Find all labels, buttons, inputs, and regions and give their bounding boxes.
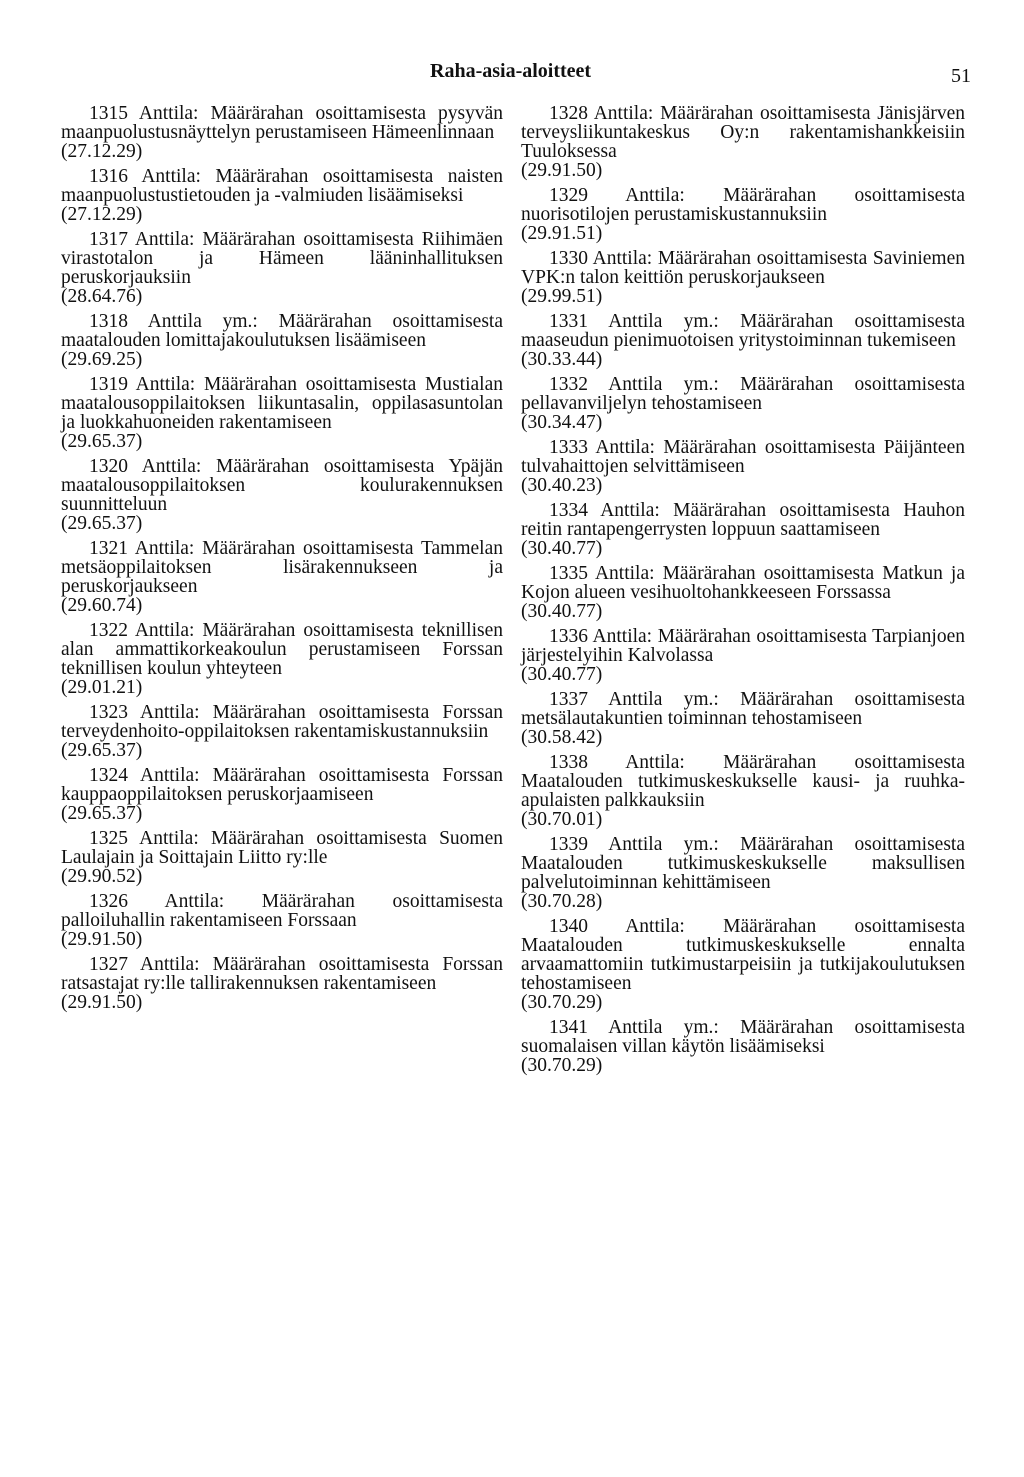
motion-code: (29.65.37)	[61, 740, 143, 761]
motion-entry	[61, 312, 503, 369]
motion-code: (29.91.51)	[521, 223, 603, 244]
motion-entry	[61, 829, 503, 886]
motion-text: 1335 Anttila: Määrärahan osoittamisesta Matkun ja Kojon alueen vesihuoltohankkeeseen Forssassa	[521, 563, 965, 603]
motion-code: (30.70.29)	[521, 1055, 603, 1076]
motion-code: (29.91.50)	[521, 160, 603, 181]
motion-text: 1330 Anttila: Määrärahan osoittamisesta Saviniemen VPK:n talon keittiön peruskorjaukseen	[521, 248, 965, 288]
page-title: Raha-asia-aloitteet	[430, 60, 592, 82]
motion-text: 1319 Anttila: Määrärahan osoittamisesta Mustialan maatalousoppilaitoksen liikuntasalin, oppilasasuntolan ja luokkahuoneiden rakentamiseen	[61, 374, 503, 433]
motion-entry	[521, 438, 965, 495]
motion-text: 1320 Anttila: Määrärahan osoittamisesta Ypäjän maatalousoppilaitoksen koulurakennuksen suunnitteluun	[61, 456, 503, 515]
motion-entry	[521, 312, 965, 369]
motion-text: 1341 Anttila ym.: Määrärahan osoittamisesta suomalaisen villan käytön lisäämiseksi	[521, 1017, 965, 1057]
motion-entry	[61, 703, 503, 760]
motion-entry	[61, 167, 503, 224]
motion-code: (30.34.47)	[521, 412, 603, 433]
motion-text: 1329 Anttila: Määrärahan osoittamisesta nuorisotilojen perustamiskustannuksiin	[521, 185, 965, 225]
motion-entry	[521, 249, 965, 306]
motion-entry	[521, 1018, 965, 1075]
motion-entry	[61, 892, 503, 949]
motion-code: (29.90.52)	[61, 866, 143, 887]
motion-entry	[61, 766, 503, 823]
motion-entry	[61, 955, 503, 1012]
motion-text: 1322 Anttila: Määrärahan osoittamisesta teknillisen alan ammattikorkeakoulun perustamiseen Forssan teknillisen koulun yhteyteen	[61, 620, 503, 679]
motion-text: 1334 Anttila: Määrärahan osoittamisesta Hauhon reitin rantapengerrysten loppuun saattamiseen	[521, 500, 965, 540]
motion-text: 1315 Anttila: Määrärahan osoittamisesta pysyvän maanpuolustusnäyttelyn perustamiseen Hämeenlinnaan	[61, 103, 503, 143]
page-number: 51	[951, 65, 971, 87]
motion-code: (29.60.74)	[61, 595, 143, 616]
motion-code: (28.64.76)	[61, 286, 143, 307]
motion-code: (30.40.77)	[521, 538, 603, 559]
motion-code: (30.40.77)	[521, 664, 603, 685]
motion-code: (30.58.42)	[521, 727, 603, 748]
motion-entry	[61, 104, 503, 161]
motion-text: 1321 Anttila: Määrärahan osoittamisesta Tammelan metsäoppilaitoksen lisärakennukseen ja peruskorjaukseen	[61, 538, 503, 597]
motion-code: (27.12.29)	[61, 204, 143, 225]
motion-text: 1331 Anttila ym.: Määrärahan osoittamisesta maaseudun pienimuotoisen yritystoiminnan tukemiseen	[521, 311, 965, 351]
motion-text: 1326 Anttila: Määrärahan osoittamisesta palloiluhallin rakentamiseen Forssaan	[61, 891, 503, 931]
motion-text: 1317 Anttila: Määrärahan osoittamisesta Riihimäen virastotalon ja Hämeen lääninhallituksen peruskorjauksiin	[61, 229, 503, 288]
motion-text: 1340 Anttila: Määrärahan osoittamisesta Maatalouden tutkimuskeskukselle ennalta arvaamattomiin tutkimustarpeisiin ja tutkijakoulutuksen tehostamiseen	[521, 916, 965, 994]
motion-text: 1327 Anttila: Määrärahan osoittamisesta Forssan ratsastajat ry:lle tallirakennuksen rakentamiseen	[61, 954, 503, 994]
motion-entry	[521, 186, 965, 243]
motion-code: (30.33.44)	[521, 349, 603, 370]
motion-text: 1324 Anttila: Määrärahan osoittamisesta Forssan kauppaoppilaitoksen peruskorjaamiseen	[61, 765, 503, 805]
motion-entry	[521, 917, 965, 1012]
motion-text: 1316 Anttila: Määrärahan osoittamisesta naisten maanpuolustustietouden ja -valmiuden lisäämiseksi	[61, 166, 503, 206]
motion-code: (29.69.25)	[61, 349, 143, 370]
motion-entry	[521, 627, 965, 684]
motion-code: (29.65.37)	[61, 803, 143, 824]
motion-code: (29.01.21)	[61, 677, 143, 698]
motion-text: 1332 Anttila ym.: Määrärahan osoittamisesta pellavanviljelyn tehostamiseen	[521, 374, 965, 414]
motion-code: (29.91.50)	[61, 929, 143, 950]
motion-entry	[61, 457, 503, 533]
motion-entry	[521, 753, 965, 829]
motion-code: (29.65.37)	[61, 431, 143, 452]
motion-text: 1323 Anttila: Määrärahan osoittamisesta Forssan terveydenhoito-oppilaitoksen rakentamiskustannuksiin	[61, 702, 503, 742]
motion-text: 1337 Anttila ym.: Määrärahan osoittamisesta metsälautakuntien toiminnan tehostamiseen	[521, 689, 965, 729]
motion-text: 1333 Anttila: Määrärahan osoittamisesta Päijänteen tulvahaittojen selvittämiseen	[521, 437, 965, 477]
motion-entry	[61, 375, 503, 451]
motion-entry	[61, 621, 503, 697]
motion-text: 1336 Anttila: Määrärahan osoittamisesta Tarpianjoen järjestelyihin Kalvolassa	[521, 626, 965, 666]
motion-entry	[521, 375, 965, 432]
motion-text: 1328 Anttila: Määrärahan osoittamisesta Jänisjärven terveysliikuntakeskus Oy:n rakentamishankkeisiin Tuuloksessa	[521, 103, 965, 162]
motion-code: (29.65.37)	[61, 513, 143, 534]
motion-code: (30.40.77)	[521, 601, 603, 622]
motion-code: (30.70.29)	[521, 992, 603, 1013]
motion-entry	[521, 690, 965, 747]
motion-text: 1318 Anttila ym.: Määrärahan osoittamisesta maatalouden lomittajakoulutuksen lisäämiseen	[61, 311, 503, 351]
motion-text: 1338 Anttila: Määrärahan osoittamisesta Maatalouden tutkimuskeskukselle kausi- ja ruuhka-apulaisten palkkauksiin	[521, 752, 965, 811]
motion-entry	[521, 564, 965, 621]
left-column	[61, 104, 503, 1018]
motion-entry	[61, 539, 503, 615]
page-header	[0, 60, 1024, 90]
motion-entry	[521, 835, 965, 911]
motion-code: (30.40.23)	[521, 475, 603, 496]
motion-entry	[521, 104, 965, 180]
motion-text: 1339 Anttila ym.: Määrärahan osoittamisesta Maatalouden tutkimuskeskukselle maksullisen palvelutoiminnan kehittämiseen	[521, 834, 965, 893]
right-column	[521, 104, 965, 1081]
motion-code: (29.91.50)	[61, 992, 143, 1013]
motion-text: 1325 Anttila: Määrärahan osoittamisesta Suomen Laulajain ja Soittajain Liitto ry:lle	[61, 828, 503, 868]
motion-code: (30.70.28)	[521, 891, 603, 912]
motion-entry	[61, 230, 503, 306]
motion-code: (29.99.51)	[521, 286, 603, 307]
motion-code: (27.12.29)	[61, 141, 143, 162]
motion-code: (30.70.01)	[521, 809, 603, 830]
motion-entry	[521, 501, 965, 558]
